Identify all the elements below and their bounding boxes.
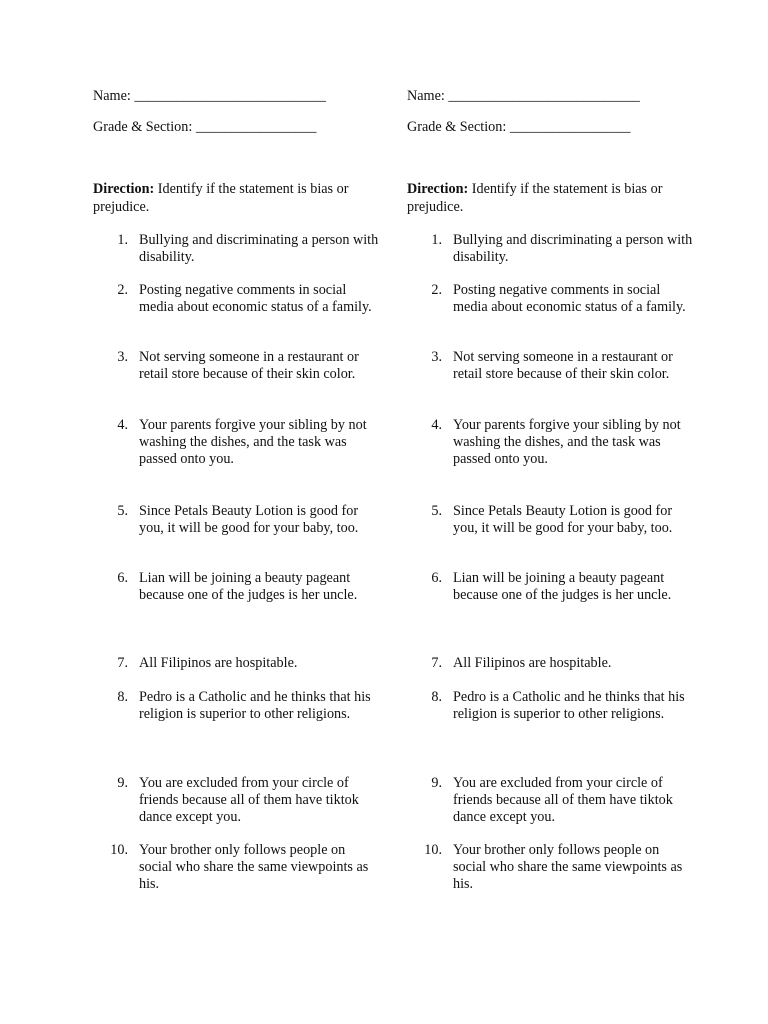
item-number: 5.: [431, 503, 442, 519]
direction-label: Direction:: [407, 181, 469, 197]
item-text: Not serving someone in a restaurant or retail store because of their skin color.: [139, 349, 359, 382]
item-text: Not serving someone in a restaurant or retail store because of their skin color.: [453, 349, 673, 382]
item-text: You are excluded from your circle of friends because all of them have tiktok dance except you.: [139, 775, 359, 825]
item-text: Posting negative comments in social media about economic status of a family.: [139, 282, 372, 315]
item-number: 10.: [424, 842, 442, 858]
item-number: 6.: [117, 570, 128, 586]
item-number: 2.: [431, 282, 442, 298]
item-number: 5.: [117, 503, 128, 519]
name-field: Name: ___________________________: [407, 88, 640, 104]
item-text: Your parents forgive your sibling by not washing the dishes, and the task was passed onto you.: [139, 417, 367, 467]
direction: [407, 181, 687, 216]
direction-text: Identify if the statement is bias or prejudice.: [93, 181, 349, 215]
direction: [93, 181, 373, 216]
item-number: 6.: [431, 570, 442, 586]
item-text: Your parents forgive your sibling by not washing the dishes, and the task was passed onto you.: [453, 417, 681, 467]
direction-text: Identify if the statement is bias or prejudice.: [407, 181, 663, 215]
item-text: Your brother only follows people on social who share the same viewpoints as his.: [453, 842, 683, 892]
item-number: 3.: [431, 349, 442, 365]
item-text: Pedro is a Catholic and he thinks that his religion is superior to other religions.: [453, 689, 685, 722]
item-text: Bullying and discriminating a person with disability.: [139, 232, 379, 265]
item-number: 1.: [117, 232, 128, 248]
item-number: 7.: [431, 655, 442, 671]
item-number: 10.: [110, 842, 128, 858]
item-number: 1.: [431, 232, 442, 248]
item-text: Since Petals Beauty Lotion is good for you, it will be good for your baby, too.: [453, 503, 673, 536]
item-number: 7.: [117, 655, 128, 671]
item-text: Lian will be joining a beauty pageant because one of the judges is her uncle.: [453, 570, 672, 603]
item-number: 4.: [431, 417, 442, 433]
item-text: Your brother only follows people on social who share the same viewpoints as his.: [139, 842, 369, 892]
item-text: You are excluded from your circle of friends because all of them have tiktok dance except you.: [453, 775, 673, 825]
direction-label: Direction:: [93, 181, 155, 197]
name-field: Name: ___________________________: [93, 88, 326, 104]
item-number: 8.: [431, 689, 442, 705]
item-number: 4.: [117, 417, 128, 433]
grade-section-field: Grade & Section: _________________: [407, 119, 631, 135]
item-number: 8.: [117, 689, 128, 705]
item-number: 2.: [117, 282, 128, 298]
item-text: Since Petals Beauty Lotion is good for you, it will be good for your baby, too.: [139, 503, 359, 536]
item-text: Pedro is a Catholic and he thinks that his religion is superior to other religions.: [139, 689, 371, 722]
grade-section-field: Grade & Section: _________________: [93, 119, 317, 135]
item-text: Bullying and discriminating a person with disability.: [453, 232, 693, 265]
item-text: Lian will be joining a beauty pageant because one of the judges is her uncle.: [139, 570, 358, 603]
item-number: 3.: [117, 349, 128, 365]
item-text: Posting negative comments in social media about economic status of a family.: [453, 282, 686, 315]
item-number: 9.: [431, 775, 442, 791]
item-number: 9.: [117, 775, 128, 791]
item-text: All Filipinos are hospitable.: [139, 655, 298, 671]
item-text: All Filipinos are hospitable.: [453, 655, 612, 671]
